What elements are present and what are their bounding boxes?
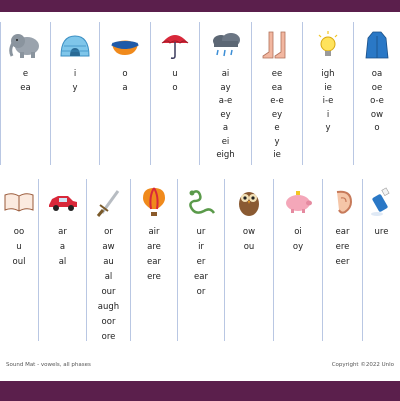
bottom-band: [0, 381, 400, 401]
sound-label: i: [73, 69, 77, 79]
sound-label: al: [104, 272, 113, 282]
sound-card-ar: [39, 179, 87, 341]
sound-card-ear: [323, 179, 363, 341]
sound-label: augh: [97, 302, 120, 312]
piggy-bank-icon: [274, 179, 322, 225]
sound-card-air: [131, 179, 178, 341]
sound-card-oo: [0, 179, 39, 341]
sound-label: ow: [370, 109, 384, 120]
sound-label: u: [16, 242, 22, 252]
sound-label: oor: [101, 317, 116, 327]
sound-label: i: [326, 109, 330, 120]
sound-label: oul: [12, 257, 26, 267]
light-bulb-icon: [303, 22, 353, 68]
sound-list: [131, 225, 177, 285]
sound-label: ea: [271, 82, 283, 93]
sound-label: er: [196, 257, 206, 267]
hot-air-balloon-icon: [131, 179, 177, 225]
sound-label: i-e: [322, 96, 334, 106]
ear-icon: [323, 179, 362, 225]
orange-icon: [100, 22, 150, 68]
sound-list: [100, 68, 150, 95]
sound-list: [1, 68, 50, 95]
sound-list: [225, 225, 273, 255]
footer-title: Sound Mat - vowels, all phases: [6, 362, 91, 368]
footer-copyright: Copyright ©2022 Unlo: [331, 362, 394, 368]
sound-label: o-e: [370, 96, 384, 106]
sound-label: u: [172, 69, 178, 79]
sound-label: ei: [221, 136, 230, 147]
book-icon: [0, 179, 38, 225]
sound-label: ere: [335, 242, 350, 252]
sound-label: air: [148, 227, 160, 237]
sound-label: ere: [147, 272, 161, 282]
sound-label: ure: [374, 227, 389, 237]
sound-label: ur: [196, 227, 206, 237]
sound-card-or: [87, 179, 131, 341]
sound-label: ey: [220, 109, 231, 120]
sound-label: ay: [220, 82, 231, 93]
sound-label: ar: [58, 227, 67, 237]
sound-list: [323, 225, 362, 270]
sound-label: a: [222, 123, 229, 133]
sound-label: oe: [371, 82, 383, 93]
worm-icon: [178, 179, 224, 225]
sound-label: ai: [221, 69, 230, 79]
sound-label: y: [72, 82, 78, 93]
sound-label: au: [103, 257, 114, 267]
feet-icon: [252, 22, 302, 68]
sound-label: a-e: [218, 96, 233, 106]
sound-label: oy: [292, 242, 304, 252]
sound-card-ee: [252, 22, 303, 165]
sound-card-u: [151, 22, 200, 165]
sound-label: ear: [335, 227, 350, 237]
sound-label: a: [59, 242, 66, 252]
sound-list: [200, 68, 251, 163]
sound-label: o: [122, 69, 128, 79]
top-band: [0, 0, 400, 12]
sound-label: ie: [273, 150, 281, 160]
footer: [6, 362, 394, 368]
sound-label: e: [22, 69, 29, 79]
sound-label: o: [172, 82, 178, 93]
sound-card-ure: [363, 179, 400, 341]
sound-label: ear: [194, 272, 208, 282]
sound-card-oi: [274, 179, 323, 341]
sound-label: e-e: [270, 96, 284, 106]
owl-icon: [225, 179, 273, 225]
rain-cloud-icon: [200, 22, 251, 68]
sound-label: our: [101, 287, 116, 297]
sound-card-ow: [225, 179, 274, 341]
umbrella-icon: [151, 22, 199, 68]
sound-label: y: [325, 123, 331, 133]
sound-label: y: [274, 136, 280, 147]
sound-label: e: [274, 123, 280, 133]
sound-card-oa: [354, 22, 400, 165]
glue-icon: [363, 179, 400, 225]
sound-card-o: [100, 22, 151, 165]
coat-icon: [354, 22, 400, 68]
sound-label: ear: [147, 257, 161, 267]
sound-label: al: [58, 257, 67, 267]
sound-list: [363, 225, 400, 240]
sound-label: ee: [271, 69, 283, 79]
sound-list: [303, 68, 353, 136]
sound-label: oo: [13, 227, 25, 237]
sound-label: ou: [243, 242, 255, 252]
sound-list: [151, 68, 199, 95]
sound-label: are: [147, 242, 161, 252]
sound-label: aw: [102, 242, 115, 252]
sound-card-ur: [178, 179, 225, 341]
sound-list: [178, 225, 224, 300]
sound-list: [87, 225, 130, 341]
sound-label: oi: [294, 227, 302, 237]
sound-label: eigh: [216, 150, 235, 160]
elephant-icon: [1, 22, 50, 68]
vowel-row-1: [0, 22, 400, 165]
igloo-icon: [51, 22, 99, 68]
sound-label: ore: [101, 332, 116, 341]
sound-label: or: [104, 227, 113, 237]
sound-card-ai: [200, 22, 252, 165]
sound-label: oa: [371, 69, 383, 79]
sound-list: [354, 68, 400, 136]
sound-list: [0, 225, 38, 270]
sound-card-igh: [303, 22, 354, 165]
sound-label: ir: [198, 242, 204, 252]
sound-label: ow: [242, 227, 256, 237]
sword-icon: [87, 179, 130, 225]
sound-label: or: [196, 287, 206, 297]
sound-card-e: [0, 22, 51, 165]
sound-list: [51, 68, 99, 95]
sound-list: [39, 225, 86, 270]
sound-label: a: [122, 82, 128, 93]
sound-list: [252, 68, 302, 163]
sound-list: [274, 225, 322, 255]
sound-card-i: [51, 22, 100, 165]
sound-label: o: [374, 123, 380, 133]
sound-label: ie: [324, 82, 332, 93]
vowel-row-2: [0, 179, 400, 341]
sound-label: ey: [271, 109, 283, 120]
sound-label: ea: [20, 82, 31, 93]
sound-label: eer: [335, 257, 350, 267]
sound-label: igh: [321, 69, 335, 79]
car-icon: [39, 179, 86, 225]
